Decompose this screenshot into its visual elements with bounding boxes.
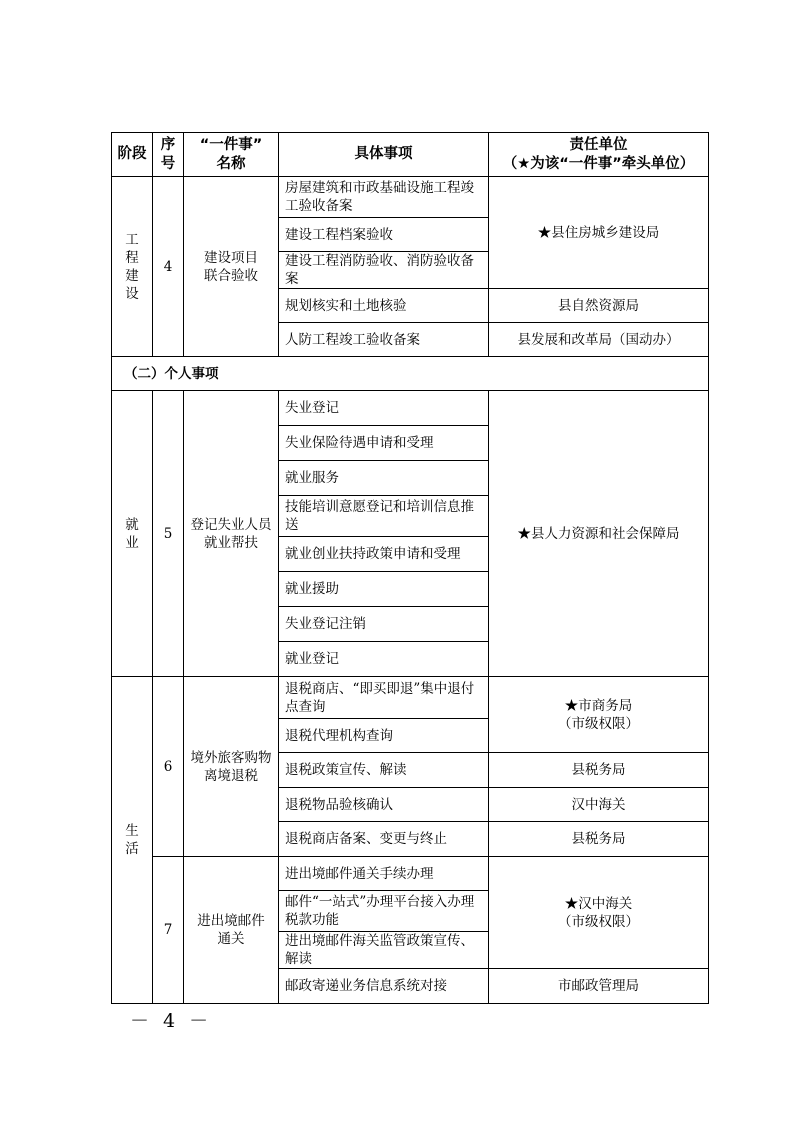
item-text: 建设工程消防验收、消防验收备案 bbox=[279, 252, 489, 289]
item-text: 退税代理机构查询 bbox=[279, 719, 489, 753]
header-seq: 序 号 bbox=[153, 133, 184, 177]
stage-employment: 就 业 bbox=[112, 391, 153, 677]
unit-text: ★县住房城乡建设局 bbox=[489, 177, 709, 289]
stage-engineering: 工 程 建 设 bbox=[112, 177, 153, 357]
item-text: 规划核实和土地核验 bbox=[279, 289, 489, 323]
item-text: 失业登记 bbox=[279, 391, 489, 426]
unit-text: 市邮政管理局 bbox=[489, 969, 709, 1004]
table-row bbox=[112, 391, 709, 426]
item-text: 退税商店备案、变更与终止 bbox=[279, 822, 489, 857]
matter-name-7: 进出境邮件 通关 bbox=[184, 857, 279, 1004]
item-text: 技能培训意愿登记和培训信息推送 bbox=[279, 496, 489, 537]
unit-text: 县自然资源局 bbox=[489, 289, 709, 323]
item-text: 就业创业扶持政策申请和受理 bbox=[279, 537, 489, 572]
unit-text: ★汉中海关 （市级权限） bbox=[489, 857, 709, 969]
item-text: 人防工程竣工验收备案 bbox=[279, 323, 489, 357]
table-row bbox=[112, 677, 709, 719]
unit-text: ★县人力资源和社会保障局 bbox=[489, 391, 709, 677]
header-unit: 责任单位 （★为该“一件事”牵头单位） bbox=[489, 133, 709, 177]
unit-text: ★市商务局 （市级权限） bbox=[489, 677, 709, 753]
seq-4: 4 bbox=[153, 177, 184, 357]
section-title: （二）个人事项 bbox=[112, 357, 709, 391]
seq-7: 7 bbox=[153, 857, 184, 1004]
table-header-row bbox=[112, 133, 709, 177]
item-text: 建设工程档案验收 bbox=[279, 218, 489, 252]
item-text: 就业援助 bbox=[279, 572, 489, 607]
item-text: 退税政策宣传、解读 bbox=[279, 753, 489, 788]
stage-life: 生 活 bbox=[112, 677, 153, 1004]
item-text: 进出境邮件海关监管政策宣传、解读 bbox=[279, 932, 489, 969]
header-name: “一件事” 名称 bbox=[184, 133, 279, 177]
unit-text: 县税务局 bbox=[489, 753, 709, 788]
item-text: 邮件“一站式”办理平台接入办理税款功能 bbox=[279, 891, 489, 932]
item-text: 就业服务 bbox=[279, 461, 489, 496]
seq-6: 6 bbox=[153, 677, 184, 857]
item-text: 房屋建筑和市政基础设施工程竣工验收备案 bbox=[279, 177, 489, 218]
seq-5: 5 bbox=[153, 391, 184, 677]
header-items: 具体事项 bbox=[279, 133, 489, 177]
table-row bbox=[112, 857, 709, 891]
table-row bbox=[112, 177, 709, 218]
matter-name-6: 境外旅客购物 离境退税 bbox=[184, 677, 279, 857]
item-text: 就业登记 bbox=[279, 642, 489, 677]
item-text: 失业登记注销 bbox=[279, 607, 489, 642]
item-text: 退税物品验核确认 bbox=[279, 788, 489, 822]
item-text: 失业保险待遇申请和受理 bbox=[279, 426, 489, 461]
unit-text: 县发展和改革局（国动办） bbox=[489, 323, 709, 357]
item-text: 邮政寄递业务信息系统对接 bbox=[279, 969, 489, 1004]
item-text: 进出境邮件通关手续办理 bbox=[279, 857, 489, 891]
matter-name-5: 登记失业人员 就业帮扶 bbox=[184, 391, 279, 677]
header-stage: 阶段 bbox=[112, 133, 153, 177]
matter-name-4: 建设项目 联合验收 bbox=[184, 177, 279, 357]
item-text: 退税商店、“即买即退”集中退付点查询 bbox=[279, 677, 489, 719]
section-row bbox=[112, 357, 709, 391]
matters-table bbox=[111, 132, 709, 1004]
page-number: － 4 － bbox=[130, 1010, 213, 1032]
unit-text: 汉中海关 bbox=[489, 788, 709, 822]
unit-text: 县税务局 bbox=[489, 822, 709, 857]
